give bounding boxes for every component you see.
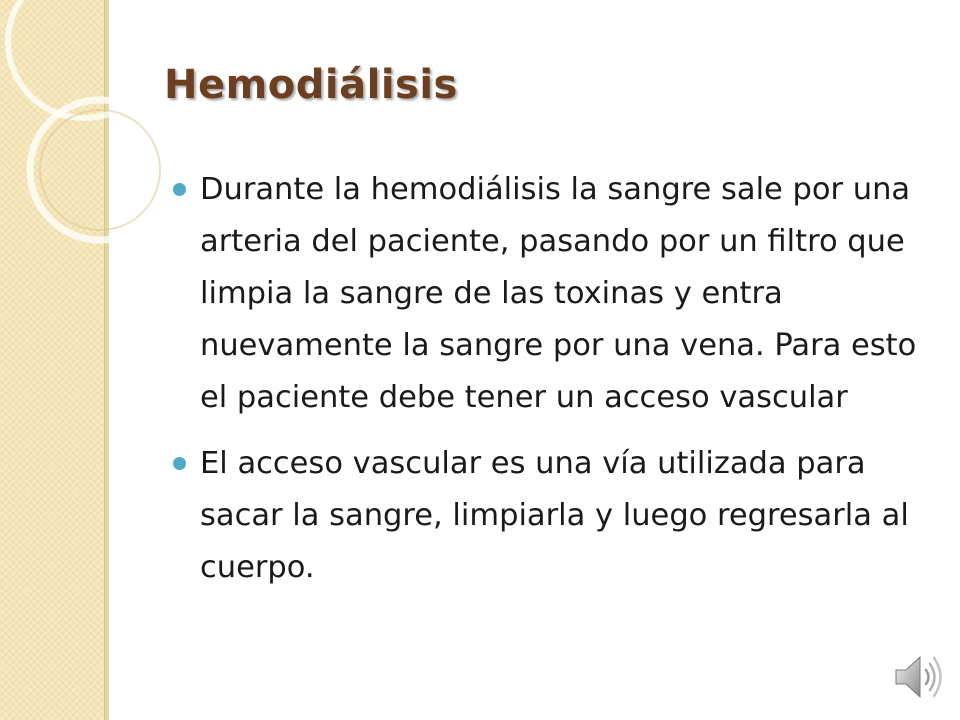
speaker-icon[interactable] [892,652,944,702]
bullet-list [170,164,935,608]
bullet-dot-icon [173,457,186,470]
slide-title: Hemodiálisis [164,62,458,108]
bullet-text: Durante la hemodiálisis la sangre sale por una arteria del paciente, pasando por un filtro que limpia la sangre de las toxinas y entra nuevamente la sangre por una vena. Para esto el paciente debe tener un acceso vascular [200,172,917,415]
bullet-dot-icon [173,183,186,196]
bullet-text: El acceso vascular es una vía utilizada para sacar la sangre, limpiarla y luego regresarla al cuerpo. [200,446,909,585]
bullet-item [170,164,935,424]
bullet-item [170,438,935,594]
